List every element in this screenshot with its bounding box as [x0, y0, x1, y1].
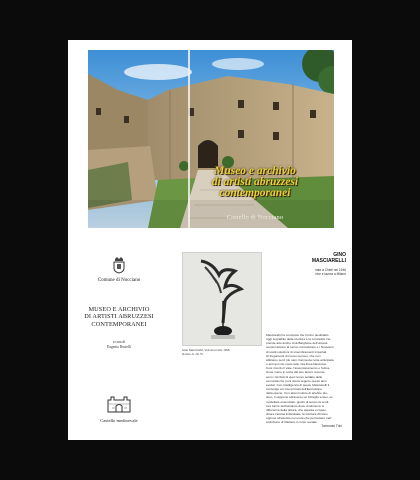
- essay-line: zione mene in sorta dal suo lavoro recente-: [266, 370, 326, 375]
- artist-bio-line: vive e lavora a Milano: [315, 272, 346, 277]
- essay-line: sono i simboli di quel nuovo soldato delle: [266, 374, 323, 379]
- artist-name-line: GINO: [333, 252, 346, 258]
- essay-line: consumazione al senso nunnaturato e / Nuovismi: [266, 345, 334, 350]
- artist-name: [290, 252, 346, 264]
- essay-line: coinvolge coi miei primati dell'Evoluzione: [266, 387, 322, 392]
- curator-line: a cura di: [112, 340, 126, 344]
- essay-line: Masciarelli ha composto the l'unico piedistallo: [266, 333, 329, 337]
- essay-line: stico, li seppone attraverso un infragile scavo, un: [266, 395, 333, 400]
- castle-icon: [106, 392, 132, 414]
- caption-line: Gino Masciarelli, Voli di uccelli, 1998: [182, 348, 230, 352]
- essay-line: modellare essenziale: giochi di tempo fa sculi-: [266, 399, 330, 404]
- essay-line: toni forme dell'assoluto dove vividimenti. A: [266, 403, 325, 408]
- essay-line: prende atto anche cinà Barghese dell'umana: [266, 341, 328, 346]
- essay-line: o anti qui mio cosa nello mia linea Nascoste.: [266, 362, 328, 367]
- essay-line: oggi segnabile della scultura è la concavità. Ne: [266, 337, 331, 342]
- castle-photo: [88, 50, 334, 228]
- artist-name-line: MASCIARELLI: [311, 258, 346, 265]
- cover-title: [180, 166, 330, 199]
- cover-title-line: Museo e archivio: [214, 165, 296, 177]
- essay-line: abbiamo senz più vani. Farma da notte anticipata: [266, 357, 334, 362]
- essay-line: Al frugamenti di nuovo penoso, che non: [266, 353, 321, 358]
- comune-crest-icon: [112, 256, 126, 274]
- castle-label: Castello medioevale: [100, 418, 138, 423]
- essay-signature: Tommaso Trini: [321, 424, 342, 428]
- castle-illustration: [88, 50, 334, 228]
- sculpture-illustration: [183, 253, 261, 345]
- critic-essay: [266, 333, 344, 424]
- essay-line: della specie. Con alcuni istinto di artefice plu-: [266, 391, 328, 396]
- essay-line: evoluti. Con intelligenza di poeta, Masciarelli li: [266, 382, 330, 387]
- sculpture-photo: [182, 252, 262, 346]
- comune-label: Comune di Nocciano: [97, 278, 141, 283]
- fold-line: [188, 50, 190, 228]
- museum-title: [78, 306, 160, 328]
- essay-line: comunità che poni dovrà seguire questi anni: [266, 378, 327, 383]
- museum-title-line: CONTEMPORANEI: [91, 320, 147, 328]
- essay-line: di scelti soluzioni di smembramenti imperiali.: [266, 349, 328, 354]
- artist-bio-line: nato a Chieti nel 1946: [314, 268, 346, 272]
- essay-line: ambizione di riflettere il corpo sociale.: [266, 420, 318, 425]
- artist-bio: [268, 268, 346, 276]
- cover-title-line: di artisti abruzzesi: [211, 176, 299, 188]
- curator-line: Eugenio Rustelli: [106, 344, 132, 349]
- museum-title-line: DI ARTISTI ABRUZZESI: [84, 313, 154, 321]
- essay-line: differenza della pittura, che aspetta e rispec-: [266, 407, 327, 412]
- brochure-sheet: [68, 40, 352, 440]
- museum-title-line: MUSEO E ARCHIVIO: [88, 306, 150, 313]
- curator-credit: [88, 340, 150, 349]
- essay-line: Così ricordo il vate, l'avventonamento e l'elma-: [266, 366, 330, 371]
- artwork-caption: [182, 348, 262, 356]
- cover-subtitle: Castello di Nocciano: [226, 214, 284, 221]
- essay-line: oppone all'ascolto non poté che permettere nell': [266, 416, 332, 421]
- caption-line: bronzo, h. cm 70: [182, 352, 203, 356]
- cover-title-line: contemporanei: [219, 187, 291, 199]
- essay-line: chiare l'anima individuale, la scultura d'intono: [266, 411, 328, 416]
